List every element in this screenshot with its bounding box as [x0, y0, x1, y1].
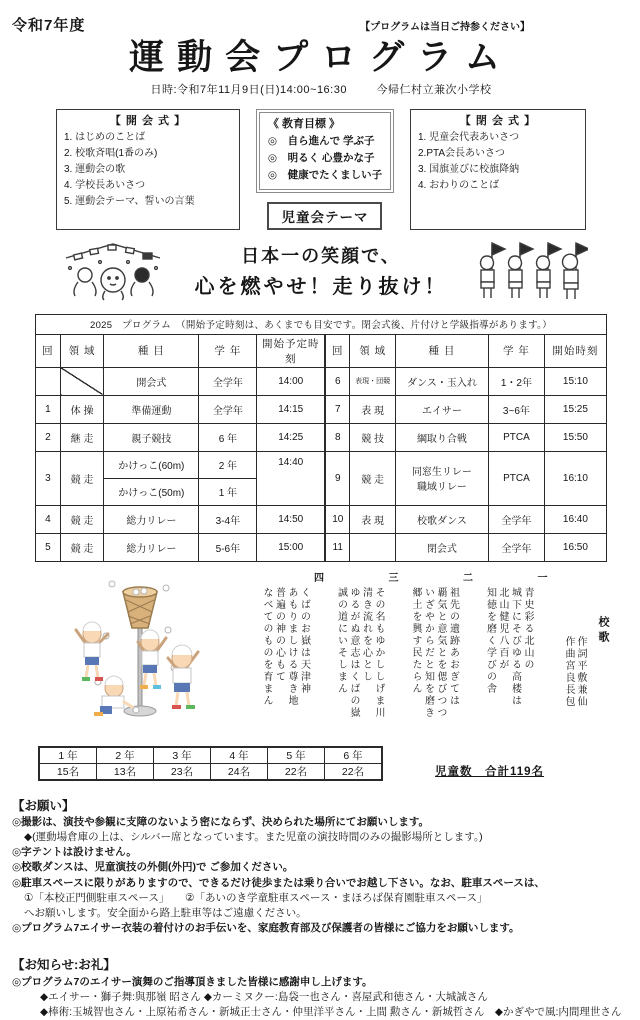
school-name: 今帰仁村立兼次小学校: [376, 83, 492, 96]
closing-item: 1. 児童会代表あいさつ: [417, 132, 520, 144]
program-cell: 準備運動: [104, 395, 199, 423]
thanks-line: ◎プログラム7のエイサー演舞のご指導頂きました皆様に感謝申し上げます。: [12, 975, 373, 988]
program-cell: 6: [325, 367, 350, 395]
education-goals-box: [256, 109, 394, 193]
request-line: ◎字テントは設けません。: [12, 846, 137, 859]
grade-cell: 3 年: [154, 747, 211, 764]
theme-line-1: 日本一の笑顔で、: [241, 246, 401, 267]
program-header-cell: 学 年: [488, 334, 544, 367]
verse-line: 郷土を興す民たらん: [410, 586, 421, 695]
program-row: [36, 395, 607, 423]
program-cell: 体 操: [60, 395, 103, 423]
verse-line: なべてのものを育まん: [261, 586, 272, 707]
verse-line: ゆるがぬ意志はくばの嶽: [348, 586, 359, 719]
count-row: [39, 763, 382, 780]
grade-cell: 5 年: [268, 747, 325, 764]
program-cell: 6 年: [199, 423, 257, 451]
program-cell: 1: [36, 395, 61, 423]
song-composer: 作曲宮良長包: [563, 635, 574, 708]
center-column: [256, 109, 394, 230]
program-cell: かけっこ(50m): [104, 478, 199, 505]
program-cell: 校歌ダンス: [395, 505, 488, 533]
flag-children-illustration: [476, 238, 588, 304]
program-cell: 全学年: [199, 395, 257, 423]
program-row: [36, 451, 607, 478]
program-cell: 競 走: [350, 451, 396, 505]
program-cell: 開会式: [104, 367, 199, 395]
program-cell: 2 年: [199, 451, 257, 478]
request-line: ①「本校正門側駐車スペース」 ②「あいのき学童駐車スペース・まほろば保育園駐車スペース」: [24, 891, 488, 904]
goal-item: ◎ 健康でたくましい子: [267, 169, 383, 182]
program-cell: 競 走: [60, 533, 103, 561]
program-cell: 2: [36, 423, 61, 451]
verse-line: あもりましける尊き地: [286, 586, 297, 707]
program-table: [35, 314, 607, 562]
opening-ceremony-title: 【 開 会 式 】: [109, 114, 187, 127]
program-cell: 15:10: [544, 367, 606, 395]
request-line: ◆(運動場倉庫の上は、シルバー席となっています。また児童の演技時間のみの撮影場所とします。): [24, 830, 483, 843]
program-cell: 16:50: [544, 533, 606, 561]
program-cell: 3: [36, 451, 61, 505]
count-cell: 15名: [39, 763, 97, 780]
program-row: [36, 533, 607, 561]
verse-line: くばのお嶽は天津神: [298, 586, 310, 695]
program-header-cell: 学 年: [199, 334, 257, 367]
count-cell: 23名: [154, 763, 211, 780]
verse-number: 二: [460, 571, 472, 584]
verse-number: 一: [535, 571, 546, 584]
program-cell: エイサー: [395, 395, 488, 423]
program-row: [36, 423, 607, 451]
student-count-table: [38, 746, 383, 781]
verse-line: 北山健児八百が: [497, 586, 508, 671]
request-line: ◎校歌ダンスは、児童演技の外側(外円)で ご参加ください。: [12, 861, 294, 874]
festival-children-illustration: [60, 238, 166, 304]
program-cell: 11: [325, 533, 350, 561]
count-cell: 13名: [97, 763, 154, 780]
program-cell: かけっこ(60m): [104, 451, 199, 478]
thanks-line: ◆棒術:玉城智也さん・上原祐希さん・新城正士さん・仲里洋平さん・上間 勲さん・新城哲さん ◆かぎやで風:内間理世さん: [40, 1006, 622, 1019]
program-cell: 親子競技: [104, 423, 199, 451]
verse-line: いざやからだと知を磨き: [422, 586, 434, 719]
verse-line: 誠の道にいそしまん: [335, 586, 347, 695]
event-theme-text: [166, 242, 476, 299]
goal-item: ◎ 自ら進んで 学ぶ子: [267, 134, 375, 147]
program-cell: PTCA: [488, 423, 544, 451]
program-cell: [395, 451, 488, 505]
song-verse-2: [410, 572, 471, 732]
opening-item: 4. 学校長あいさつ: [64, 180, 146, 192]
closing-item: 2.PTA会長あいさつ: [417, 148, 506, 160]
theme-line-2: 心を燃やせ！走り抜け！: [194, 276, 448, 299]
grade-cell: 4 年: [211, 747, 268, 764]
request-line: ◎駐車スペースに限りがありますので、できるだけ徒歩または乗り合いでお越し下さい。なお、駐車スペースは、: [12, 876, 545, 889]
student-count-section: [38, 746, 634, 781]
song-verse-3: [336, 572, 397, 732]
closing-ceremony-box: [410, 109, 586, 230]
program-cell: 5: [36, 533, 61, 561]
count-cell: 22名: [268, 763, 325, 780]
program-cell: 競 技: [350, 423, 396, 451]
program-cell: [36, 367, 61, 395]
program-cell: 総力リレー: [104, 505, 199, 533]
verse-line: 祖先の遺跡あおぎては: [447, 586, 459, 707]
program-header-cell: 種 目: [104, 334, 199, 367]
program-cell: 8: [325, 423, 350, 451]
school-song-text: [238, 572, 608, 732]
song-lyricist: 作詞平敷兼仙: [575, 635, 586, 708]
opening-item: 5. 運動会テーマ、誓いの言葉: [64, 196, 195, 208]
bring-program-notice: 【プログラムは当日ご持参ください】: [360, 22, 530, 33]
grade-cell: 6 年: [325, 747, 383, 764]
program-header-cell: 領 域: [350, 334, 396, 367]
program-cell: 総力リレー: [104, 533, 199, 561]
request-line: ◎プログラム7エイサー衣装の着付けのお手伝いを、家庭教育部及び保護者の皆様にご協力をお願いします。: [12, 922, 520, 935]
program-cell: 全学年: [488, 533, 544, 561]
program-cell: 14:00: [257, 367, 325, 395]
thanks-title: 【お知らせ:お礼】: [12, 958, 116, 973]
program-cell: 3~6年: [488, 395, 544, 423]
requests-title: 【お願い】: [12, 798, 75, 813]
thanks-line: ◆エイサー・獅子舞:與那嶺 昭さん ◆カーミヌクー:島袋一也さん・喜屋武和徳さん・大城誠さん: [40, 990, 488, 1003]
school-year-label: 令和7年度: [12, 17, 86, 34]
program-cell: 14:25: [257, 423, 325, 451]
program-event-line: 職域リレー: [416, 482, 467, 494]
program-cell: 5-6年: [199, 533, 257, 561]
grade-header-row: [39, 747, 382, 764]
program-row: [36, 505, 607, 533]
program-table-caption: 2025 プログラム （開始予定時刻は、あくまでも目安です。閉会式後、片付けと学級指導があります。）: [36, 314, 607, 334]
song-verse-1: [485, 572, 546, 732]
program-cell: 14:40: [257, 451, 325, 505]
program-cell: 全学年: [199, 367, 257, 395]
count-cell: 22名: [325, 763, 383, 780]
grade-cell: 1 年: [39, 747, 97, 764]
verse-line: 普遍の神の心もて: [273, 586, 285, 683]
program-header-cell: 領 域: [60, 334, 103, 367]
program-cell: 9: [325, 451, 350, 505]
program-cell: 継 走: [60, 423, 103, 451]
verse-number: 三: [386, 571, 397, 584]
school-song-title: 校歌: [597, 615, 609, 646]
verse-number: 四: [311, 571, 323, 584]
program-cell: 全学年: [488, 505, 544, 533]
top-bar: [12, 14, 630, 35]
count-cell: 24名: [211, 763, 268, 780]
request-line: ◎撮影は、演技や参観に支障のないよう密にならず、決められた場所にてお願いします。: [12, 815, 429, 828]
program-cell: PTCA: [488, 451, 544, 505]
program-cell: 3-4年: [199, 505, 257, 533]
program-cell: 表 現: [350, 505, 396, 533]
program-cell: 綱取り合戦: [395, 423, 488, 451]
program-cell: ダンス・玉入れ: [395, 367, 488, 395]
program-cell: [350, 533, 396, 561]
program-cell: 1・2年: [488, 367, 544, 395]
thanks-section: [12, 956, 630, 1020]
school-song-section: [38, 572, 608, 734]
song-verse-4: [261, 572, 322, 732]
program-cell: 4: [36, 505, 61, 533]
tamaire-basket-children-illustration: [38, 572, 238, 734]
program-cell: 表 現: [350, 395, 396, 423]
program-cell: 14:50: [257, 505, 325, 533]
program-header-cell: 開始予定時刻: [257, 334, 325, 367]
opening-ceremony-box: [56, 109, 240, 230]
program-cell: 16:10: [544, 451, 606, 505]
event-dateline: [8, 81, 634, 97]
verse-line: 清き流れを心とし: [360, 586, 372, 683]
verse-line: その名もゆかししげま川: [373, 586, 384, 719]
program-event-line: 同窓生リレー: [411, 467, 472, 479]
program-row: [36, 367, 607, 395]
program-cell: 競 走: [60, 505, 103, 533]
student-total-label: 児童数 合計119名: [435, 765, 545, 778]
program-cell: 15:00: [257, 533, 325, 561]
page-title: 運動会プログラム: [129, 38, 513, 77]
closing-item: 3. 国旗並びに校旗降納: [417, 164, 520, 176]
closing-ceremony-title: 【 閉 会 式 】: [459, 114, 537, 127]
request-line: へお願いします。安全面から路上駐車等はご遠慮ください。: [24, 907, 307, 920]
school-song-credits: [563, 572, 585, 732]
closing-item: 4. おわりのことば: [417, 180, 500, 192]
program-header-cell: 回: [36, 334, 61, 367]
program-cell: 10: [325, 505, 350, 533]
opening-item: 3. 運動会の歌: [64, 164, 126, 176]
theme-banner: [60, 238, 588, 304]
program-cell: 競 走: [60, 451, 103, 505]
opening-item: 2. 校歌斉唱(1番のみ): [64, 148, 158, 160]
program-cell: 1 年: [199, 478, 257, 505]
program-header-cell: 種 目: [395, 334, 488, 367]
grade-cell: 2 年: [97, 747, 154, 764]
verse-line: 知徳を磨く学びの舎: [484, 586, 496, 695]
program-table-caption-row: [36, 314, 607, 334]
education-goals-title: 《 教育目標 》: [267, 117, 341, 130]
program-cell: 表現・団競: [350, 367, 396, 395]
requests-section: [12, 797, 630, 937]
ceremony-boxes-row: [56, 109, 586, 230]
program-cell: 14:15: [257, 395, 325, 423]
program-header-cell: 開始時刻: [544, 334, 606, 367]
verse-line: 覇気と意気とを偲びつつ: [435, 586, 446, 719]
goal-item: ◎ 明るく 心豊かな子: [267, 151, 375, 164]
opening-item: 1. はじめのことば: [64, 132, 146, 144]
student-theme-label: 児童会テーマ: [267, 202, 382, 230]
program-header-cell: 回: [325, 334, 350, 367]
verse-line: 青史彩る北山の: [522, 586, 533, 671]
program-cell: 15:25: [544, 395, 606, 423]
program-cell-diagonal: [60, 367, 103, 395]
verse-line: 城下にそびゆる高楼は: [509, 586, 521, 707]
program-table-header-row: [36, 334, 607, 367]
program-cell: 閉会式: [395, 533, 488, 561]
event-datetime: 日時:令和7年11月9日(日)14:00~16:30: [150, 83, 347, 96]
program-cell: 15:50: [544, 423, 606, 451]
program-cell: 7: [325, 395, 350, 423]
program-cell: 16:40: [544, 505, 606, 533]
